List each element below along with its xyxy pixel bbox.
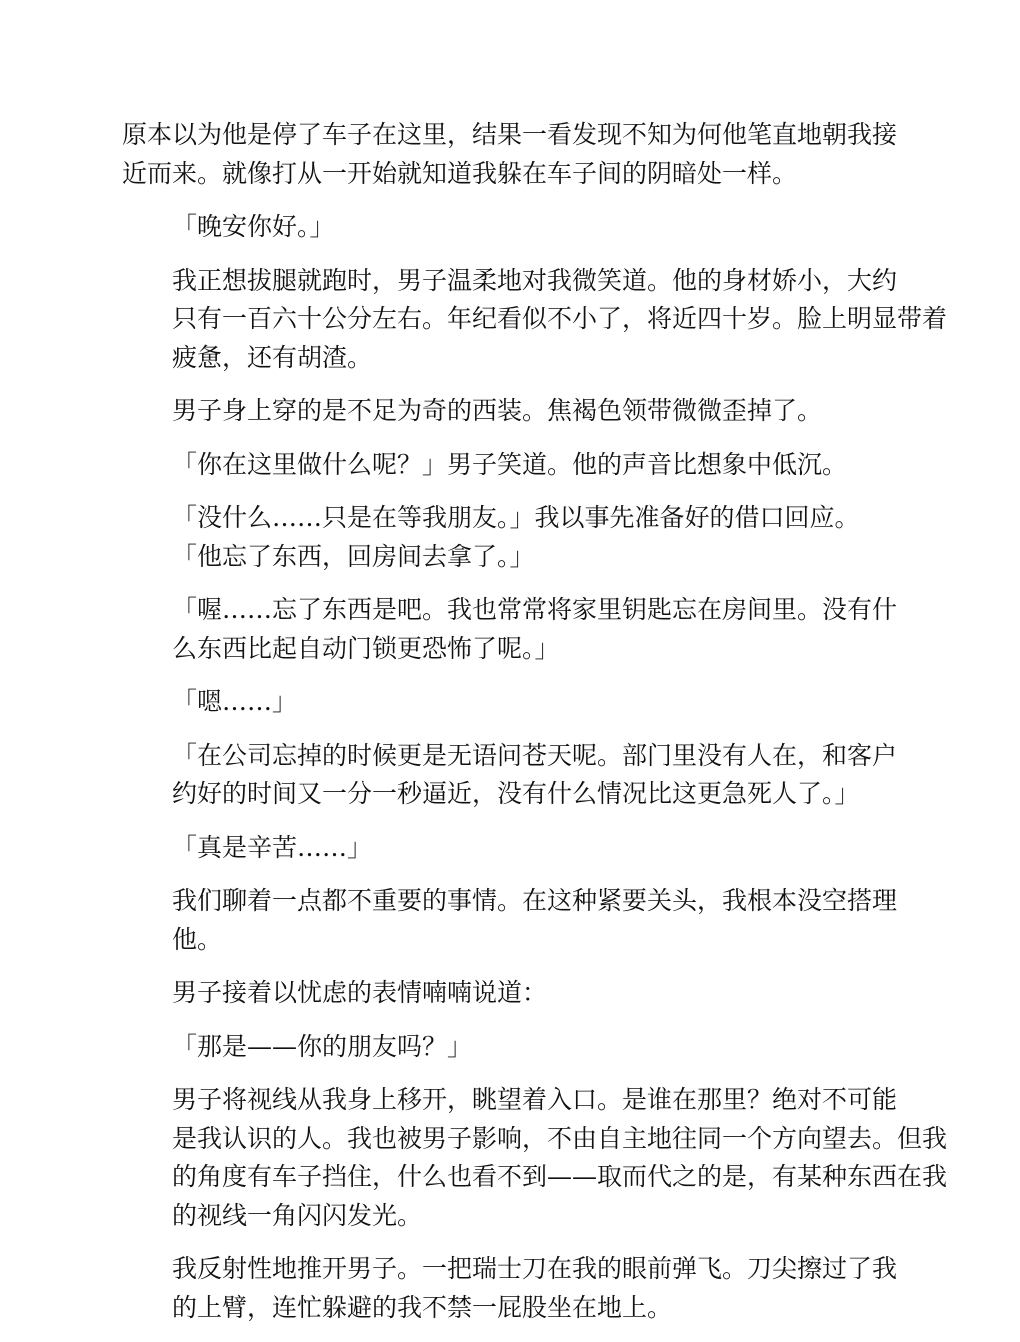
paragraph: [122, 1250, 898, 1327]
paragraph: [122, 737, 898, 814]
text-line: 的角度有车子挡住，什么也看不到——取而代之的是，有某种东西在我: [172, 1162, 948, 1191]
text-line: 男子身上穿的是不足为奇的西装。焦褐色领带微微歪掉了。: [172, 396, 823, 425]
text-line: 是我认识的人。我也被男子影响，不由自主地往同一个方向望去。但我: [172, 1123, 948, 1153]
paragraph: [122, 829, 898, 868]
paragraph: [122, 683, 898, 722]
text-line: 「没什么……只是在等我朋友。」我以事先准备好的借口回应。: [172, 503, 860, 532]
text-line: 男子将视线从我身上移开，眺望着入口。是谁在那里？绝对不可能: [172, 1085, 898, 1114]
paragraph: [122, 974, 898, 1013]
text-line: 我们聊着一点都不重要的事情。在这种紧要关头，我根本没空搭理: [172, 886, 898, 915]
body-text: [122, 116, 948, 1342]
paragraph: [122, 882, 898, 959]
text-line: 我反射性地推开男子。一把瑞士刀在我的眼前弹飞。刀尖擦过了我: [172, 1254, 898, 1283]
text-line: 「真是辛苦……」: [172, 832, 373, 862]
text-line: 「那是——你的朋友吗？」: [172, 1031, 473, 1061]
paragraph: [122, 208, 898, 247]
paragraph: [122, 116, 898, 193]
text-line: 男子接着以忧虑的表情喃喃说道：: [172, 978, 548, 1007]
paragraph: [122, 499, 898, 576]
text-line: 「喔……忘了东西是吧。我也常常将家里钥匙忘在房间里。没有什: [172, 595, 898, 624]
paragraph: [122, 1081, 948, 1235]
paragraph: [122, 1028, 898, 1067]
text-line: 只有一百六十公分左右。年纪看似不小了，将近四十岁。脸上明显带着: [172, 304, 948, 333]
text-line: 原本以为他是停了车子在这里，结果一看发现不知为何他笔直地朝我接: [122, 120, 898, 149]
text-line: 「你在这里做什么呢？」男子笑道。他的声音比想象中低沉。: [172, 449, 848, 479]
text-line: 「嗯……」: [172, 687, 298, 716]
text-line: 「他忘了东西，回房间去拿了。」: [172, 541, 535, 571]
text-line: 约好的时间又一分一秒逼近，没有什么情况比这更急死人了。」: [172, 779, 860, 808]
text-line: 的上臂，连忙躲避的我不禁一屁股坐在地上。: [172, 1292, 673, 1322]
text-line: 他。: [172, 924, 223, 954]
text-line: 疲惫，还有胡渣。: [172, 342, 373, 372]
paragraph: [122, 446, 898, 485]
paragraph: [122, 262, 948, 378]
text-line: 「在公司忘掉的时候更是无语问苍天呢。部门里没有人在，和客户: [172, 740, 898, 770]
paragraph: [122, 591, 898, 668]
paragraph: [122, 392, 898, 431]
text-line: 近而来。就像打从一开始就知道我躲在车子间的阴暗处一样。: [122, 158, 798, 188]
text-line: 我正想拔腿就跑时，男子温柔地对我微笑道。他的身材娇小，大约: [172, 265, 898, 295]
text-line: 「晚安你好。」: [172, 212, 335, 241]
text-line: 的视线一角闪闪发光。: [172, 1200, 423, 1230]
text-line: 么东西比起自动门锁更恐怖了呢。」: [172, 633, 560, 663]
